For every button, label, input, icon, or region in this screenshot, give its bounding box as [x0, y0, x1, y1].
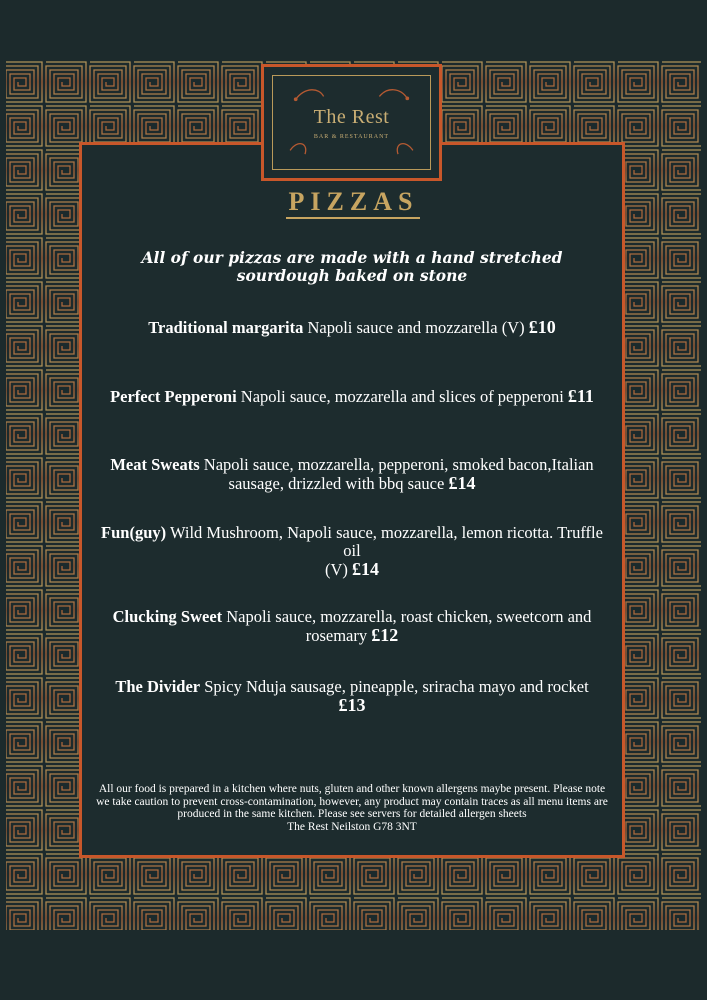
menu-intro: All of our pizzas are made with a hand stretched sourdough baked on stone — [141, 248, 563, 285]
logo — [261, 64, 442, 181]
item-description: Napoli sauce, mozzarella, pepperoni, smoked bacon,Italian sausage, drizzled with bbq sauce — [203, 455, 594, 493]
menu-item — [79, 387, 625, 406]
section-title: PIZZAS — [288, 187, 419, 216]
item-price: £13 — [338, 695, 366, 715]
menu-item — [79, 524, 625, 579]
item-name: The Divider — [115, 677, 201, 696]
menu-item — [79, 608, 625, 645]
item-note: (V) — [324, 560, 348, 579]
menu-item — [79, 318, 625, 337]
menu-item — [79, 678, 625, 715]
item-price: £10 — [528, 317, 556, 337]
item-price: £11 — [567, 386, 594, 406]
allergen-footer — [79, 783, 625, 833]
title-underline — [286, 217, 420, 219]
logo-title: The Rest — [313, 106, 390, 128]
item-price: £14 — [352, 559, 380, 579]
allergen-notice: All our food is prepared in a kitchen where nuts, gluten and other known allergens maybe present. Please note we take caution to prevent cross-contamination, however, any product may contain traces as all menu items are produced in the same kitchen. Please see servers for detailed allergen sheets — [96, 783, 608, 820]
item-name: Meat Sweats — [110, 455, 200, 474]
item-name: Clucking Sweet — [112, 607, 223, 626]
item-description: Napoli sauce, mozzarella, roast chicken, sweetcorn and rosemary — [226, 607, 592, 645]
item-description: Wild Mushroom, Napoli sauce, mozzarella, lemon ricotta. Truffle oil — [169, 523, 603, 560]
item-name: Traditional margarita — [148, 318, 304, 337]
item-name: Fun(guy) — [101, 523, 167, 542]
logo-inner-frame — [272, 75, 431, 170]
item-description: Spicy Nduja sausage, pineapple, sriracha mayo and rocket — [204, 677, 589, 696]
restaurant-address: The Rest Neilston G78 3NT — [287, 820, 417, 833]
item-price: £14 — [448, 473, 476, 493]
item-description: Napoli sauce and mozzarella (V) — [307, 318, 525, 337]
item-description: Napoli sauce, mozzarella and slices of pepperoni — [240, 387, 564, 406]
item-name: Perfect Pepperoni — [110, 387, 237, 406]
item-price: £12 — [371, 625, 399, 645]
logo-subtitle: BAR & RESTAURANT — [313, 134, 390, 140]
menu-item — [79, 456, 625, 493]
